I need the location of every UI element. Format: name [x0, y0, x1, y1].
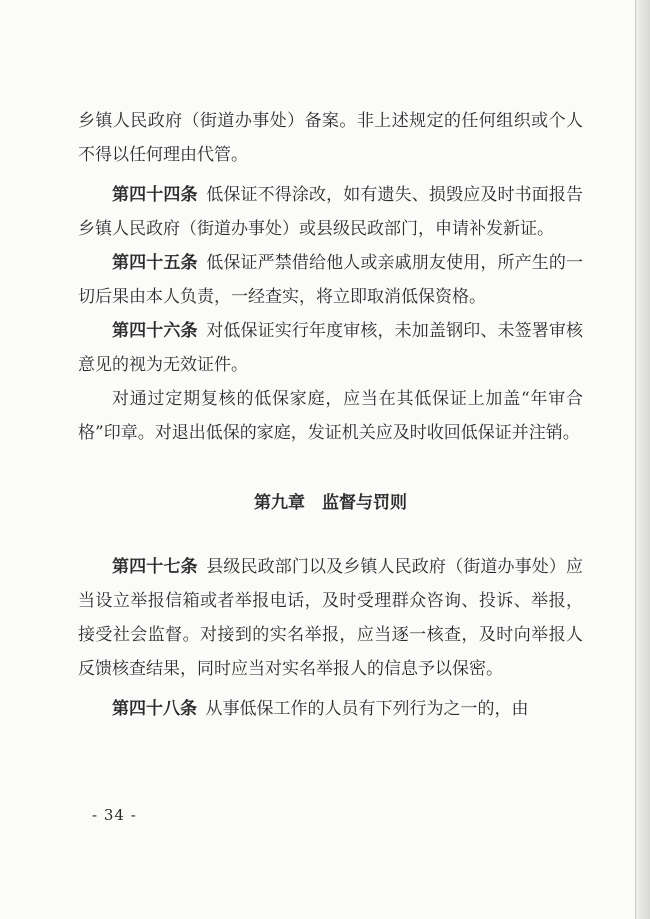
article-text: 对低保证实行年度审核，未加盖钢印、未签署审核意见的视为无效证件。	[78, 321, 584, 375]
page-edge	[636, 0, 650, 919]
page-number: - 34 -	[92, 806, 137, 824]
article-46	[78, 314, 583, 382]
article-title: 第四十七条	[112, 557, 198, 577]
chapter-heading: 第九章 监督与罚则	[254, 493, 407, 513]
article-text: 县级民政部门以及乡镇人民政府（街道办事处）应当设立举报信箱或者举报电话，及时受理群众咨询、投诉、举报，接受社会监督。对接到的实名举报，应当逐一核查，及时向举报人反馈核查结果，同时应当对实名举报人的信息予以保密。	[78, 557, 584, 679]
document-body	[78, 104, 583, 726]
paragraph-text: 乡镇人民政府（街道办事处）备案。非上述规定的任何组织或个人不得以任何理由代管。	[78, 111, 583, 165]
article-text: 低保证严禁借给他人或亲戚朋友使用，所产生的一切后果由本人负责，一经查实，将立即取消低保资格。	[78, 253, 584, 307]
article-48	[78, 692, 583, 726]
article-44	[78, 178, 583, 246]
article-title: 第四十四条	[112, 185, 198, 205]
article-text: 低保证不得涂改，如有遗失、损毁应及时书面报告乡镇人民政府（街道办事处）或县级民政部门，申请补发新证。	[78, 185, 584, 239]
paragraph-annual-review	[78, 382, 583, 450]
article-text: 从事低保工作的人员有下列行为之一的，由	[205, 699, 529, 719]
paragraph-continuation	[78, 104, 583, 172]
article-title: 第四十五条	[112, 253, 198, 273]
article-title: 第四十八条	[112, 699, 197, 719]
article-45	[78, 246, 583, 314]
article-title: 第四十六条	[112, 321, 198, 341]
article-47	[78, 550, 583, 686]
paragraph-text: 对通过定期复核的低保家庭，应当在其低保证上加盖“年审合格”印章。对退出低保的家庭，发证机关应及时收回低保证并注销。	[78, 389, 583, 443]
